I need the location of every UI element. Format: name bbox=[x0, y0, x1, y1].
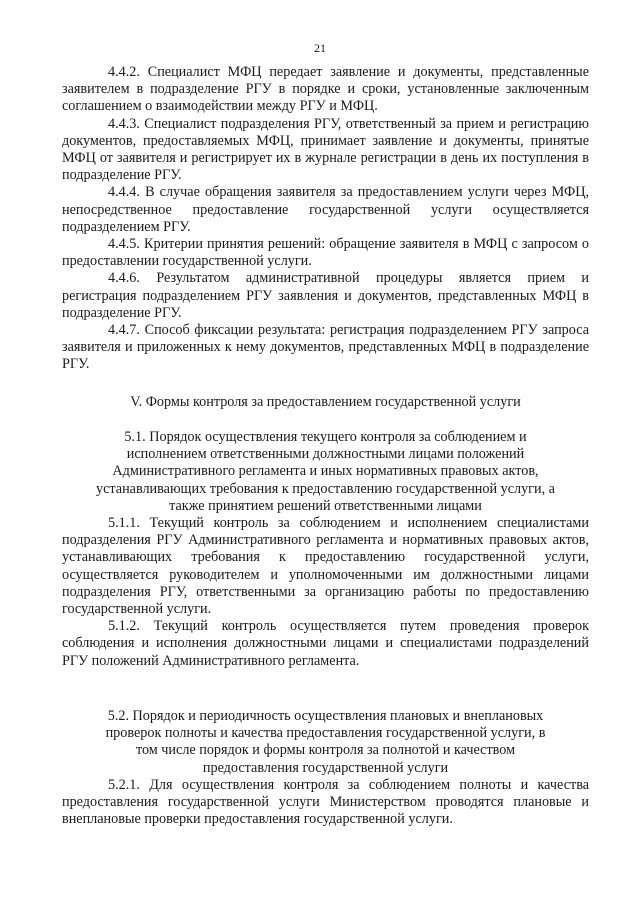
section-5-1-heading: 5.1. Порядок осуществления текущего контроля за соблюдением и исполнением ответственными должностными лицами положений Административного регламента и иных нормативных правовых актов, устанавливающих требования к предоставлению государственной услуги, а также принятием решений ответственными лицами bbox=[96, 429, 555, 514]
paragraph-4-4-5: 4.4.5. Критерии принятия решений: обращение заявителя в МФЦ с запросом о предоставлении государственной услуги. bbox=[62, 236, 589, 270]
section-5-1 bbox=[62, 429, 589, 670]
section-5-2-heading: 5.2. Порядок и периодичность осуществления плановых и внеплановых проверок полноты и качества предоставления государственной услуги, в том числе порядок и формы контроля за полнотой и качеством предоставления государственной услуги bbox=[105, 708, 546, 776]
page-number: 21 bbox=[314, 41, 326, 55]
paragraph-4-4-3: 4.4.3. Специалист подразделения РГУ, ответственный за прием и регистрацию документов, предоставляемых МФЦ, принимает заявление и документы, принятые МФЦ от заявителя и регистрирует их в журнале регистрации в день их поступления в подразделение РГУ. bbox=[62, 115, 589, 184]
paragraph-5-1-1: 5.1.1. Текущий контроль за соблюдением и исполнением специалистами подразделения РГУ Административного регламента и нормативных правовых актов, устанавливающих требования к предоставлению государственной услуги, осуществляется руководителем и уполномоченными им должностными лицами подразделения РГУ, ответственными за организацию работы по предоставлению государственной услуги. bbox=[62, 515, 589, 618]
section-5-2 bbox=[62, 708, 589, 828]
section-4-4-paragraphs bbox=[62, 64, 589, 374]
paragraph-4-4-6: 4.4.6. Результатом административной процедуры является прием и регистрация подразделением РГУ заявления и документов, представленных МФЦ в подразделение РГУ. bbox=[62, 270, 589, 321]
paragraph-5-1-2: 5.1.2. Текущий контроль осуществляется путем проведения проверок соблюдения и исполнения должностными лицами и специалистами подразделений РГУ положений Административного регламента. bbox=[62, 618, 589, 669]
section-v-title: V. Формы контроля за предоставлением государственной услуги bbox=[130, 394, 521, 410]
paragraph-4-4-2: 4.4.2. Специалист МФЦ передает заявление и документы, представленные заявителем в подразделение РГУ в порядке и сроки, установленные заключенным соглашением о взаимодействии между РГУ и МФЦ. bbox=[62, 64, 589, 115]
paragraph-4-4-4: 4.4.4. В случае обращения заявителя за предоставлением услуги через МФЦ, непосредственное предоставление государственной услуги осуществляется подразделением РГУ. bbox=[62, 184, 589, 235]
paragraph-4-4-7: 4.4.7. Способ фиксации результата: регистрация подразделением РГУ запроса заявителя и приложенных к нему документов, представленных МФЦ в подразделение РГУ. bbox=[62, 322, 589, 373]
paragraph-5-2-1: 5.2.1. Для осуществления контроля за соблюдением полноты и качества предоставления государственной услуги Министерством проводятся плановые и внеплановые проверки предоставления государственной услуги. bbox=[62, 776, 589, 828]
section-v bbox=[62, 394, 589, 411]
